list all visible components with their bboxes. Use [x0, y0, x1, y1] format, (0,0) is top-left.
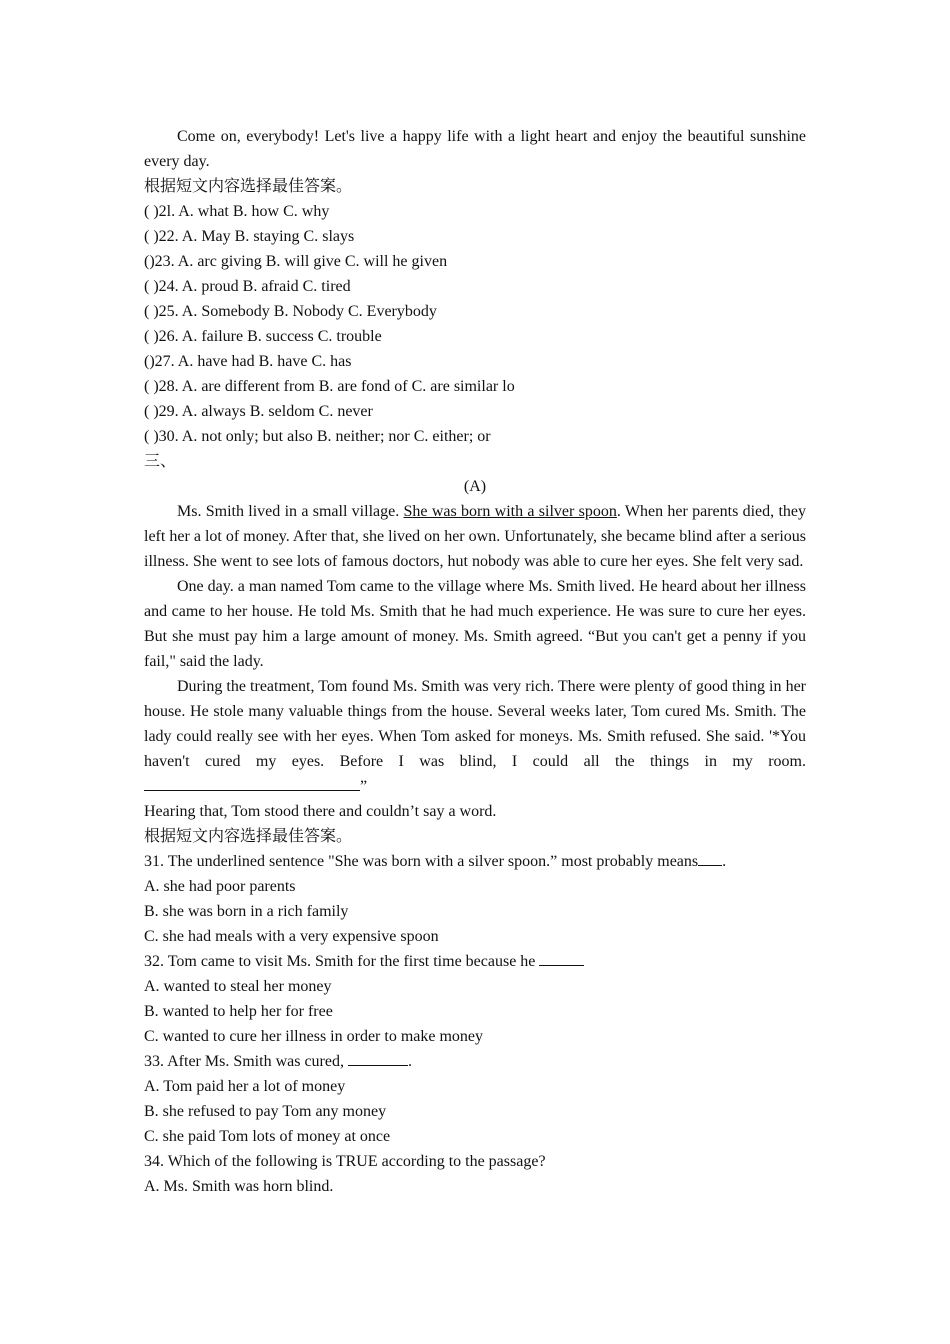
cloze-item-30: ( )30. A. not only; but also B. neither; nor C. either; or [144, 428, 491, 445]
question-33-option-b: B. she refused to pay Tom any money [144, 1103, 387, 1120]
question-stem-end: . [407, 1053, 412, 1070]
question-32-stem [144, 949, 806, 974]
intro-paragraph: Come on, everybody! Let's live a happy life with a light heart and enjoy the beautiful sunshine every day. [144, 128, 806, 170]
question-34-stem: 34. Which of the following is TRUE according to the passage? [144, 1153, 546, 1170]
question-stem-end: . [722, 853, 727, 870]
question-34 [144, 1149, 806, 1199]
question-stem-text: 32. Tom came to visit Ms. Smith for the first time because he [144, 953, 540, 970]
passage-a-paragraph-4: Hearing that, Tom stood there and couldn’t say a word. [144, 803, 497, 820]
cloze-item-21: ( )2l. A. what B. how C. why [144, 203, 330, 220]
document-page [144, 124, 806, 1199]
p1-text-before: Ms. Smith lived in a small village. [177, 503, 404, 520]
passage-a-label: (A) [463, 478, 487, 495]
answer-blank [348, 1051, 408, 1066]
answer-blank [539, 951, 584, 966]
p1-text-after: . When her parents died, they left her a lot of money. After that, she lived on her own. Unfortunately, she became blind after a serious illness. She went to see lots of famous doctors, hut nobody was able to cure her eyes. She felt very sad. [144, 503, 806, 570]
cloze-item-29: ( )29. A. always B. seldom C. never [144, 403, 373, 420]
p3-text-before: During the treatment, Tom found Ms. Smith was very rich. There were plenty of good thing in her house. He stole many valuable things from the house. Several weeks later, Tom cured Ms. Smith. The lady could really see with her eyes. When Tom asked for moneys. Ms. Smith refused. She said. '*You haven't cured my eyes. Before I was blind, I could all the things in my room. [144, 678, 806, 770]
cloze-item-22: ( )22. A. May B. staying C. slays [144, 228, 355, 245]
cloze-item-27: ()27. A. have had B. have C. has [144, 353, 352, 370]
question-33-option-c: C. she paid Tom lots of money at once [144, 1128, 391, 1145]
question-34-option-a: A. Ms. Smith was horn blind. [144, 1178, 334, 1195]
passage-a-paragraph-1 [144, 499, 806, 574]
cloze-item-list [144, 199, 806, 449]
question-31-stem [144, 849, 806, 874]
cloze-item-26: ( )26. A. failure B. success C. trouble [144, 328, 382, 345]
question-31-option-a: A. she had poor parents [144, 878, 296, 895]
cloze-item-28: ( )28. A. are different from B. are fond of C. are similar lo [144, 378, 515, 395]
question-32-option-c: C. wanted to cure her illness in order to make money [144, 1028, 484, 1045]
question-32-option-a: A. wanted to steal her money [144, 978, 332, 995]
section-three-heading: 三、 [144, 453, 177, 470]
question-31-option-b: B. she was born in a rich family [144, 903, 349, 920]
answer-blank [698, 851, 722, 866]
question-stem-text: 31. The underlined sentence "She was born with a silver spoon.” most probably means [144, 853, 699, 870]
underlined-sentence: She was born with a silver spoon [403, 503, 617, 520]
answer-blank [144, 776, 360, 791]
question-33 [144, 1049, 806, 1149]
passage-a-paragraph-3 [144, 674, 806, 799]
question-33-option-a: A. Tom paid her a lot of money [144, 1078, 346, 1095]
question-stem-text: 33. After Ms. Smith was cured, [144, 1053, 348, 1070]
cloze-item-24: ( )24. A. proud B. afraid C. tired [144, 278, 351, 295]
instruction-reading: 根据短文内容选择最佳答案。 [144, 828, 353, 845]
question-33-stem [144, 1049, 806, 1074]
question-32-option-b: B. wanted to help her for free [144, 1003, 333, 1020]
cloze-item-23: ()23. A. arc giving B. will give C. will he given [144, 253, 448, 270]
cloze-item-25: ( )25. A. Somebody B. Nobody C. Everybody [144, 303, 437, 320]
instruction-cloze: 根据短文内容选择最佳答案。 [144, 178, 353, 195]
question-31-option-c: C. she had meals with a very expensive spoon [144, 928, 439, 945]
passage-a-paragraph-2: One day. a man named Tom came to the village where Ms. Smith lived. He heard about her illness and came to her house. He told Ms. Smith that he had much experience. He was sure to cure her eyes. But she must pay him a large amount of money. Ms. Smith agreed. “But you can't get a penny if you fail," said the lady. [144, 578, 806, 670]
p3-text-after: ” [360, 778, 368, 795]
question-32 [144, 949, 806, 1049]
question-31 [144, 849, 806, 949]
